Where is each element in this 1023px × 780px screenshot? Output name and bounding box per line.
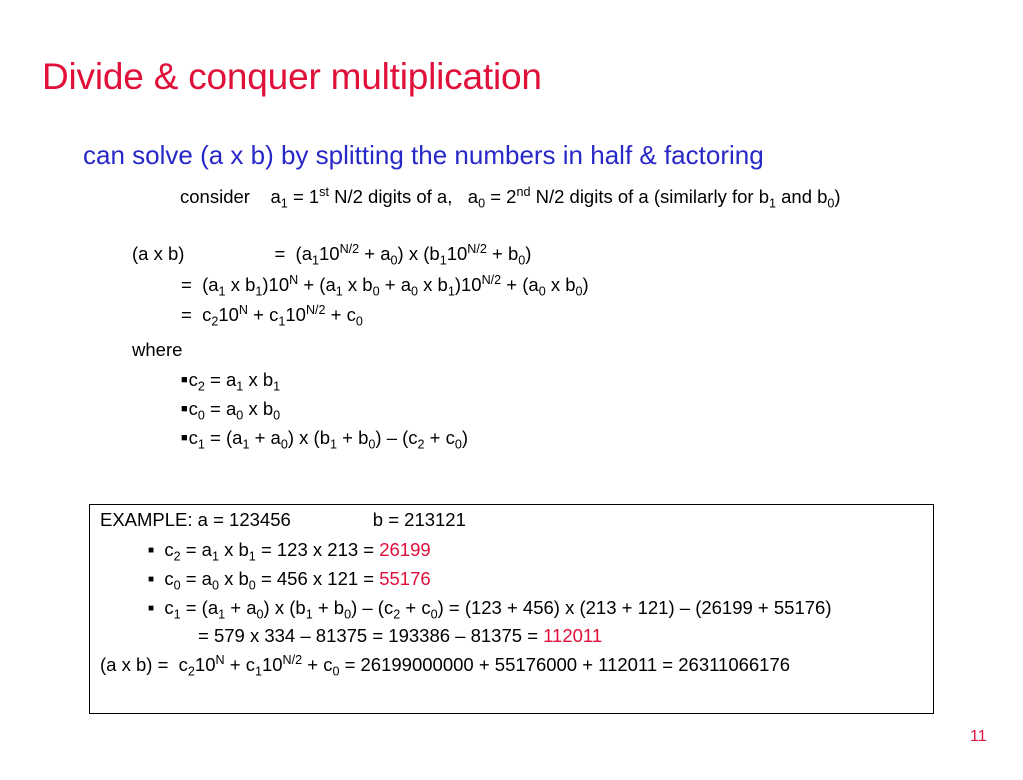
example-c1-continued: = 579 x 334 – 81375 = 193386 – 81375 = 112011 bbox=[198, 625, 603, 646]
example-header: EXAMPLE: a = 123456 b = 213121 bbox=[100, 509, 466, 530]
example-c2: ■ $c_2 = a_1$ x $b_1 = 123$ x 213 = 26199 bbox=[148, 539, 431, 564]
def-c0: $■c_0 = a_0$ x $b_0$ bbox=[181, 398, 281, 423]
def-c1: $■c_1 = (a_1 + a_0)$ x $(b_1 + b_0) - (c_2 + c_0)$ bbox=[181, 427, 469, 452]
def-c2: $■c_2 = a_1$ x $b_1$ bbox=[181, 369, 281, 394]
example-c1: ■ $c_1 = (a_1 + a_0)$ x $(b_1 + b_0) - (c_2 + c_0) = (123 + 456)$ x (213 + 121) – (26199 + 55176) bbox=[148, 597, 832, 622]
example-box bbox=[89, 504, 934, 714]
square-bullet-icon: ■ bbox=[148, 574, 155, 585]
example-final: (a x $b) = c_210^N + c_110^{N/2} + c_0 = 26199000000 + 55176000 + 112011 = 26311066176$ bbox=[100, 652, 791, 679]
page-number: 11 bbox=[970, 728, 987, 745]
slide-title: Divide & conquer multiplication bbox=[42, 56, 542, 97]
square-bullet-icon: ■ bbox=[181, 432, 188, 444]
example-c0: ■ $c_0 = a_0$ x $b_0 = 456$ x 121 = 55176 bbox=[148, 568, 431, 593]
square-bullet-icon: ■ bbox=[148, 545, 155, 556]
derivation-line-3: = $c_210^N + c_110^{N/2} + c_0$ bbox=[181, 302, 363, 329]
where-label: where bbox=[132, 339, 183, 360]
slide-subtitle: can solve (a x b) by splitting the numbers in half & factoring bbox=[83, 140, 764, 170]
square-bullet-icon: ■ bbox=[181, 403, 188, 415]
derivation-line-2: = ($a_1$ x $b_1)10^N + (a_1$ x $b_0 + a_0$ x $b_1)10^{N/2} + (a_0$ x $b_0$) bbox=[181, 272, 589, 299]
consider-line: consider $a_1 = 1st$ N/2 digits of a, $a_0 = 2nd$ N/2 digits of a (similarly for $b_1$ and $b_0$) bbox=[180, 184, 841, 211]
square-bullet-icon: ■ bbox=[148, 603, 155, 614]
derivation-line-1: (a x $b) = (a_110^{N/2} + a_0)$ x $(b_110^{N/2} + b_0)$ bbox=[132, 241, 532, 268]
square-bullet-icon: ■ bbox=[181, 374, 188, 386]
